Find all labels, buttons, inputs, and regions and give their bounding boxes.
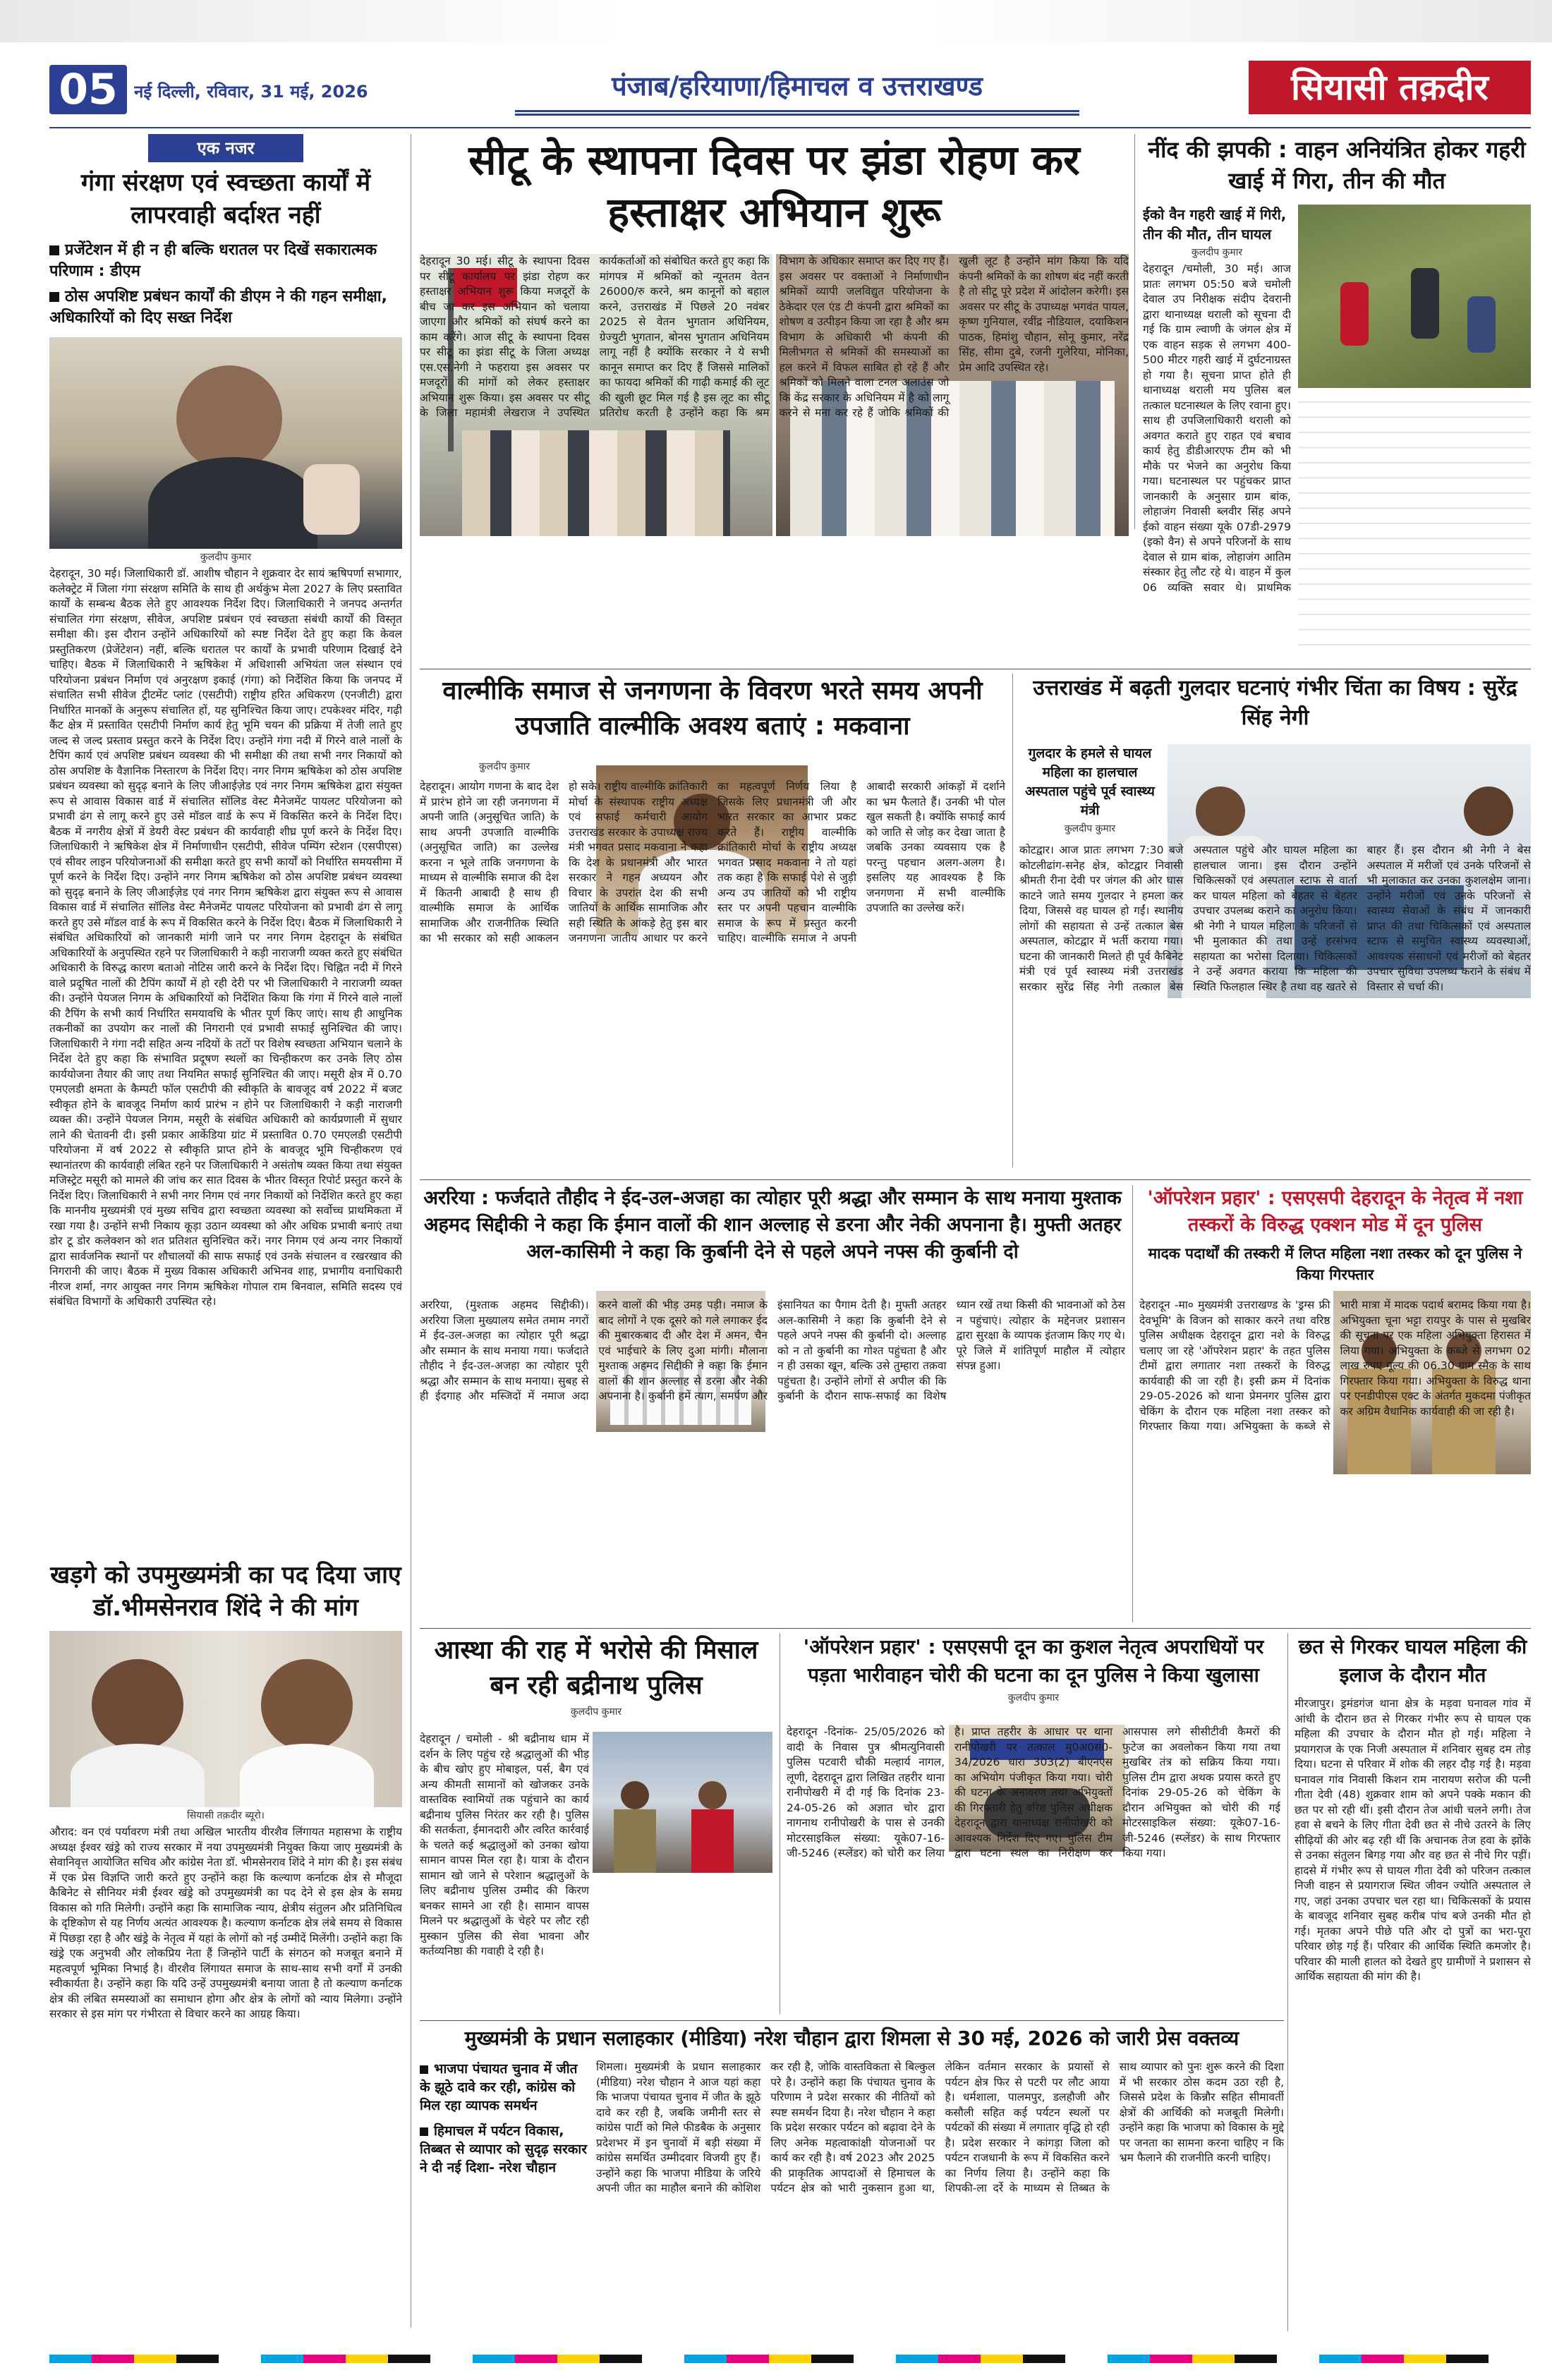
registration-strip xyxy=(0,2342,1552,2380)
section-underline xyxy=(515,110,1079,116)
ek-nazar-headline: गंगा संरक्षण एवं स्वच्छता कार्यों में लापरवाही बर्दाश्त नहीं xyxy=(80,169,371,229)
ek-nazar-label: एक नजर xyxy=(148,134,303,162)
eid-body: अररिया, (मुश्ताक अहमद सिद्दीकी)। अररिया जिला मुख्यालय समेत तमाम नगरों में ईद-उल-अजहा का त्योहार पूरी श्रद्धा और सम्मान के साथ मनाया गया। फर्जदाते तौहीद ने ईद-उल-अजहा का त्योहार पूरी श्रद्धा और सम्मान के साथ मनाया। सुबह से ही ईदगाह और मस्जिदों में नमाज अदा करने वालों की भीड़ उमड़ पड़ी। नमाज के बाद लोगों ने एक दूसरे को गले लगाकर ईद की मुबारकबाद दी और देश में अमन, चैन एवं भाईचारे के लिए दुआ मांगी। मौलाना मुश्ताक अहमद सिद्दीकी ने कहा कि ईमान वालों की शान अल्लाह से डरना और नेकी अपनाना है। कुर्बानी हमें त्याग, समर्पण और इंसानियत का पैगाम देती है। मुफ्ती अतहर अल-कासिमी ने कहा कि कुर्बानी देने से पहले अपने नफ्स की कुर्बानी दो। अल्लाह को न तो कुर्बानी का गोश्त पहुंचता है और न ही उसका खून, बल्कि उसे तुम्हारा तक़वा पहुंचता है। उन्होंने लोगों से अपील की कि कुर्बानी के दौरान साफ-सफाई का विशेष ध्यान रखें तथा किसी की भावनाओं को ठेस न पहुंचाएं। त्योहार के मद्देनजर प्रशासन द्वारा सुरक्षा के व्यापक इंतजाम किए गए थे। पूरे जिले में शांतिपूर्ण माहौल में त्योहार संपन्न हुआ। xyxy=(420,1299,1125,1402)
gulladar-article xyxy=(1019,674,1531,1167)
dm-meeting-photo xyxy=(49,337,402,549)
badrinath-police-photo xyxy=(593,1732,772,1873)
top-colour-strip xyxy=(0,0,1552,42)
valmiki-byline: कुलदीप कुमार xyxy=(478,761,531,772)
badrinath-article xyxy=(420,1633,772,2014)
kharge-byline: सियासी तक़दीर ब्यूरो। xyxy=(187,1810,265,1821)
date-line: नई दिल्ली, रविवार, 31 मई, 2026 xyxy=(134,82,368,102)
operation-chori-byline: कुलदीप कुमार xyxy=(1007,1692,1060,1704)
column-rule xyxy=(1287,1633,1288,2331)
citu-article xyxy=(420,134,1129,663)
kharge-body: औराद: वन एवं पर्यावरण मंत्री तथा अखिल भारतीय वीरशैव लिंगायत महासभा के राष्ट्रीय अध्यक्ष ईश्वर खंड्रे को राज्य सरकार में नया उपमुख्यमंत्री नियुक्त किया जाए मुख्यमंत्री के सेवानिवृत्त आयोजित सचिव और कांग्रेस नेता डॉ. भीमसेनराव शिंदे ने मांग की है। इस संबंध में एक प्रेस विज्ञप्ति जारी करते हुए उन्होंने कहा कि कल्याण कर्नाटक क्षेत्र से मौजूदा कैबिनेट से सीनियर मंत्री ईश्वर खंड्रे को उपमुख्यमंत्री का पद देने से इस क्षेत्र के समग्र विकास को गति मिलेगी। उन्होंने कहा कि सामाजिक न्याय, क्षेत्रीय संतुलन और प्रतिनिधित्व के दृष्टिकोण से यह निर्णय अत्यंत आवश्यक है। कल्याण कर्नाटक क्षेत्र लंबे समय से विकास में पिछड़ा रहा है और खंड्रे के नेतृत्व में यहां के लोगों को नई उम्मीदें मिलेंगी। उन्होंने कहा कि खंड्रे एक अनुभवी और लोकप्रिय नेता हैं जिन्होंने पार्टी के संगठन को मजबूत बनाने में महत्वपूर्ण भूमिका निभाई है। वीरशैव लिंगायत समाज के साथ-साथ सभी वर्गों में उनकी स्वीकार्यता है। उन्होंने कहा कि यदि उन्हें उपमुख्यमंत्री बनाया जाता है तो कल्याण कर्नाटक क्षेत्र की लंबित समस्याओं का समाधान होगा और क्षेत्र के लोगों को न्याय मिलेगा। उन्होंने सरकार से इस मांग पर गंभीरता से विचार करने का आग्रह किया। xyxy=(49,1826,402,2020)
valmiki-headline: वाल्मीकि समाज से जनगणना के विवरण भरते समय अपनी उपजाति वाल्मीकि अवश्य बताएं : मकवाना xyxy=(442,676,983,741)
chhat-headline: छत से गिरकर घायल महिला की इलाज के दौरान मौत xyxy=(1298,1635,1527,1687)
operation-nasha-article xyxy=(1139,1185,1531,1622)
operation-nasha-headline: 'ऑपरेशन प्रहार' : एसएसपी देहरादून के नेतृत्व में नशा तस्करों के विरुद्ध एक्शन मोड में दून पुलिस xyxy=(1147,1187,1523,1236)
masthead xyxy=(0,0,1552,141)
kharge-headline: खड़गे को उपमुख्यमंत्री का पद दिया जाए डॉ.भीमसेनराव शिंदे ने की मांग xyxy=(50,1561,401,1622)
chhat-article xyxy=(1295,1633,1531,2331)
operation-nasha-body: देहरादून -मा० मुख्यमंत्री उत्तराखण्ड के 'ड्रग्स फ्री देवभूमि' के विजन को साकार करने तथा वरिष्ठ पुलिस अधीक्षक देहरादून द्वारा नशे के विरुद्ध चलाए जा रहे 'ऑपरेशन प्रहार' के तहत पुलिस टीमों द्वारा लगातार नशा तस्करों के विरुद्ध कार्यवाही की जा रही है। इसी क्रम में दिनांक 29-05-2026 को थाना प्रेमनगर पुलिस द्वारा चेकिंग के दौरान एक महिला नशा तस्कर को गिरफ्तार किया गया। अभियुक्ता के कब्जे से भारी मात्रा में मादक पदार्थ बरामद किया गया है। अभियुक्ता चूना भट्टा रायपुर के पास से मुखबिर की सूचना पर एक महिला अभियुक्ता हिरासत में लिया गया। अभियुक्ता के कब्जे से लगभग 02 लाख रुपए मूल्य की 06.30 ग्राम स्मैक के साथ गिरफ्तार किया गया। अभियुक्ता के विरुद्ध थाना पर एनडीपीएस एक्ट के अंतर्गत मुकदमा पंजीकृत कर अग्रिम वैधानिक कार्यवाही की जा रही है। xyxy=(1139,1299,1531,1433)
masthead-rule xyxy=(49,127,1531,128)
valmiki-body: देहरादून। आयोग गणना के बाद देश में प्रारंभ होने जा रही जनगणना में अपनी जाति (अनुसूचित जाति) के साथ अपनी उपजाति वाल्मीकि (अनुसूचित जाति) का उल्लेख करना न भूले ताकि जनगणना के माध्यम से वाल्मीकि समाज की देश में कितनी आबादी है साथ ही वाल्मीकि समाज के आर्थिक सामाजिक और राजनीतिक स्थिति का भी सरकार को सही आकलन हो सके। राष्ट्रीय वाल्मीकि क्रांतिकारी मोर्चा के संस्थापक राष्ट्रीय अध्यक्ष एवं सफाई कर्मचारी आयोग उत्तराखंड सरकार के उपाध्यक्ष राज्य मंत्री भगवत प्रसाद मकवाना ने कहा कि देश के प्रधानमंत्री और भारत सरकार ने गहन अध्ययन और विचार के उपरांत देश की सभी जातियों के आर्थिक सामाजिक और सही स्थिति के आंकड़े हेतु इस बार जनगणना जातीय आधार पर करने का महत्वपूर्ण निर्णय लिया है जिसके लिए प्रधानमंत्री जी और भारत सरकार का आभार प्रकट करते हैं। राष्ट्रीय वाल्मीकि क्रांतिकारी मोर्चा के राष्ट्रीय अध्यक्ष भगवत प्रसाद मकवाना ने तो यहां तक कहा है कि सफाई पेशे से जुड़ी अन्य उप जातियों को भी राष्ट्रीय स्तर पर अपनी पहचान वाल्मीकि समाज के रूप में प्रस्तुत करनी चाहिए। वाल्मीकि समाज ने अपनी आबादी सरकारी आंकड़ों में दर्शाने का भ्रम फैलाते हैं। उनकी भी पोल खुल सकती है। क्योंकि सफाई कार्य को जाति से जोड़ कर देखा जाता है जबकि उनका व्यवसाय एक है परन्तु पहचान अलग-अलग है। इसलिए यह आवश्यक है कि जनगणना में सभी वाल्मीकि उपजाति का उल्लेख करें। xyxy=(420,780,1005,945)
accident-article xyxy=(1143,134,1531,663)
ek-nazar-byline: कुलदीप कुमार xyxy=(200,552,252,563)
cm-media-article xyxy=(420,2024,1284,2328)
cm-media-bullet: भाजपा पंचायत चुनाव में जीत के झूठे दावे कर रही, कांग्रेस को मिल रहा व्यापक समर्थन xyxy=(420,2061,578,2113)
cm-media-body: शिमला। मुख्यमंत्री के प्रधान सलाहकार (मीडिया) नरेश चौहान ने आज यहां कहा कि भाजपा पंचायत चुनाव में जीत के झूठे दावे कर रही है, जबकि जमीनी स्तर से कांग्रेस पार्टी को मिले फीडबैक के अनुसार प्रदेशभर में इन चुनावों में बड़ी संख्या में कांग्रेस समर्थित उम्मीदवार विजयी हुए हैं। उन्होंने कहा कि भाजपा मीडिया के जरिये अपनी जीत का माहौल बनाने की कोशिश कर रही है, जोकि वास्तविकता से बिल्कुल परे है। उन्होंने कहा कि पंचायत चुनाव के परिणाम ने प्रदेश सरकार की नीतियों को स्पष्ट समर्थन दिया है। नरेश चौहान ने कहा कि प्रदेश सरकार पर्यटन को बढ़ावा देने के लिए अनेक महत्वाकांक्षी योजनाओं पर कार्य कर रही है। वर्ष 2023 और 2025 की प्राकृतिक आपदाओं से हिमाचल के पर्यटन क्षेत्र को भारी नुकसान हुआ था, लेकिन वर्तमान सरकार के प्रयासों से पर्यटन क्षेत्र फिर से पटरी पर लौट आया है। धर्मशाला, पालमपुर, डलहौजी और कसौली सहित कई पर्यटन स्थलों पर पर्यटकों की संख्या में लगातार वृद्धि हो रही है। प्रदेश सरकार ने कांगड़ा जिला को पर्यटन राजधानी के रूप में विकसित करने का निर्णय लिया है। उन्होंने कहा कि शिपकी-ला दर्रे के माध्यम से तिब्बत के साथ व्यापार को पुनः शुरू करने की दिशा में भी सरकार ठोस कदम उठा रही है, जिससे प्रदेश के किन्नौर सहित सीमावर्ती क्षेत्रों की आर्थिकी को मजबूती मिलेगी। उन्होंने कहा कि भाजपा को विकास के मुद्दे पर जनता का सामना करना चाहिए न कि भ्रम फैलाने की राजनीति करनी चाहिए। xyxy=(596,2060,1284,2194)
accident-body: देहरादून /चमोली, 30 मई। आज प्रातः लगभग 05:50 बजे चमोली देवाल उप निरीक्षक संदीप देवरानी द्वारा थानाध्यक्ष थराली को सूचना दी गई कि ग्राम ल्वाणी के जंगल क्षेत्र में एक वाहन सड़क से लगभग 400-500 मीटर गहरी खाई में दुर्घटनाग्रस्त हो गया है। सूचना प्राप्त होते ही थानाध्यक्ष थराली मय पुलिस बल तत्काल घटनास्थल के लिए रवाना हुए। साथ ही उपजिलाधिकारी थराली को अवगत कराते हुए राहत एवं बचाव कार्य हेतु डीडीआरएफ टीम को भी मौके पर भेजने का अनुरोध किया गया। घटनास्थल पर पहुंचकर प्राप्त जानकारी के अनुसार ग्राम बांक, लोहाजंग निवासी ब्लवीर सिंह अपने ईको वाहन संख्या यूके 07डी-2979 (इको वैन) से अपने परिजनों के साथ देवाल से ग्राम बांक, लोहाजंग आतिम संस्कार हेतु लौट रहे थे। वाहन में कुल 06 व्यक्ति सवार थे। प्राथमिक xyxy=(1143,262,1291,593)
accident-headline: नींद की झपकी : वाहन अनियंत्रित होकर गहरी खाई में गिरा, तीन की मौत xyxy=(1148,136,1526,194)
accident-body-continued xyxy=(1298,395,1531,656)
brand-logo: सियासी तक़दीर xyxy=(1249,61,1531,114)
accident-byline: कुलदीप कुमार xyxy=(1191,247,1243,258)
column-rule xyxy=(1132,1185,1133,1622)
column-rule xyxy=(1012,674,1013,1167)
section-rule xyxy=(420,2020,1284,2021)
kharge-article xyxy=(49,1559,402,2321)
cm-media-headline: मुख्यमंत्री के प्रधान सलाहकार (मीडिया) नरेश चौहान द्वारा शिमला से 30 मई, 2026 को जारी प्रेस वक्तव्य xyxy=(464,2027,1239,2050)
operation-nasha-subhead: मादक पदार्थों की तस्करी में लिप्त महिला नशा तस्कर को दून पुलिस ने किया गिरफ्तार xyxy=(1148,1245,1522,1283)
eid-headline: अररिया : फर्जदाते तौहीद ने ईद-उल-अजहा का त्योहार पूरी श्रद्धा और सम्मान के साथ मनाया मुश्ताक अहमद सिद्दीकी ने कहा कि ईमान वालों की शान अल्लाह से डरना और नेकी अपनाना है। मुफ्ती अतहर अल-कासिमी ने कहा कि कुर्बानी देने से पहले अपने नफ्स की कुर्बानी दो xyxy=(423,1187,1122,1263)
badrinath-body: देहरादून / चमोली - श्री बद्रीनाथ धाम में दर्शन के लिए पहुंच रहे श्रद्धालुओं की भीड़ के बीच खोए हुए मोबाइल, पर्स, बैग एवं अन्य कीमती सामानों को खोजकर उनके वास्तविक स्वामियों तक पहुंचाने का कार्य बद्रीनाथ पुलिस निरंतर कर रही है। पुलिस की सतर्कता, ईमानदारी और त्वरित कार्रवाई के चलते कई श्रद्धालुओं को उनका खोया सामान वापस मिल रहा है। यात्रा के दौरान सामान खो जाने से परेशान श्रद्धालुओं के लिए बद्रीनाथ पुलिस उम्मीद की किरण बनकर सामने आ रही है। सामान वापस मिलने पर श्रद्धालुओं के चेहरे पर लौट रही मुस्कान पुलिस की सेवा भावना और कर्तव्यनिष्ठा की गवाही दे रही है। xyxy=(420,1732,589,1957)
eid-article xyxy=(420,1185,1125,1622)
citu-body: देहरादून 30 मई। सीटू के स्थापना दिवस पर सीटू कार्यालय पर झंडा रोहण कर हस्ताक्षर अभियान शुरू किया मजदूरों के बीच जा कर इस अभियान को चलाया जाएगा और श्रमिकों को संघर्ष करने का काम करेंगे। आज सीटू के स्थापना दिवस पर सीटू का झंडा सीटू के जिला अध्यक्ष एस.एस.नेगी ने फहराया इस अवसर पर मजदूरों की मांगों को लेकर हस्ताक्षर अभियान शुरू किया। इस अवसर पर सीटू के जिला महामंत्री लेखराज ने उपस्थित कार्यकर्ताओं को संबोधित करते हुए कहा कि मांगपत्र में श्रमिकों को न्यूनतम वेतन 26000/रु करने, श्रम कानूनों को बहाल करने, उत्तराखंड में पिछले 20 नवंबर 2025 से वेतन भुगतान अधिनियम, ग्रेज्युटी भुगतान, बोनस भुगतान अधिनियम लागू नहीं है क्योंकि सरकार ने ये सभी कानून समाप्त कर दिए हैं जिससे मालिकों का फायदा श्रमिकों की गाढ़ी कमाई की लूट की खुली छूट मिल गई है इस लूट का सीटू प्रतिरोध करती है उन्होंने कहा कि श्रम विभाग के अधिकार समाप्त कर दिए गए हैं। इस अवसर पर वक्ताओं ने निर्माणाधीन श्रमिकों व्यापी जलविद्युत परियोजना के ठेकेदार एल एंड टी कंपनी द्वारा श्रमिकों का शोषण व उत्पीड़न किया जा रहा है और श्रम विभाग के अधिकारी भी कंपनी की मिलीभगत से श्रमिकों की समस्याओं का हल करने में विफल साबित हो रहे हैं और श्रमिकों को मिलने वाला टनल अलाउंस जो कि केंद्र सरकार के अधिनियम में है को लागू करने से मना कर रहे हैं जोकि श्रमिकों की खुली लूट है उन्होंने मांग किया कि यदि कंपनी श्रमिकों के का शोषण बंद नहीं करती है तो सीटू पूरे प्रदेश में आंदोलन करेगी। इस अवसर पर सीटू के उपाध्यक्ष भगवंत पायल, कृष्ण गुनियाल, रवींद्र नौडियाल, दयाकिशन पाठक, हिमांशु चौहान, सोनू कुमार, नरेंद्र सिंह, सीमा दुबे, रजनी गुलेरिया, मोनिका, प्रेम आदि उपस्थित रहे। xyxy=(420,255,1129,419)
section-rule xyxy=(420,1179,1531,1180)
section-title: पंजाब/हरियाणा/हिमाचल व उत्तराखण्ड xyxy=(612,71,983,102)
ek-nazar-body: देहरादून, 30 मई। जिलाधिकारी डॉ. आशीष चौहान ने शुक्रवार देर सायं ऋषिपर्णा सभागार, कलेक्ट्रेट में जिला गंगा संरक्षण समिति के साथ ही अर्थकुंभ मेला 2027 के लिए प्रस्तावित कार्यों के सम्बन्ध बैठक लेते हुए आवश्यक निर्देश दिए। जिलाधिकारी ने जनपद अन्तर्गत संचालित गंगा संरक्षण, सीवेज, अपशिष्ट प्रबंधन एवं स्वच्छता संबंधी कार्यों की विस्तृत समीक्षा की। इस दौरान उन्होंने अधिकारियों को स्पष्ट निर्देश देते हुए कहा कि केवल प्रस्तुतिकरण (प्रेजेंटेशन) नहीं, बल्कि धरातल पर कार्यों के प्रभावी परिणाम दिखाई देने चाहिए। बैठक में जिलाधिकारी ने ऋषिकेश में अधिशासी अभियंता जल संस्थान एवं परियोजना प्रबंधन निर्माण एवं अनुरक्षण इकाई (गंगा) को निर्देशित किया कि जनपद में संचालित सभी सीवेज ट्रीटमेंट प्लांट (एसटीपी) राष्ट्रीय हरित अधिकरण (एनजीटी) द्वारा निर्धारित मानकों के अनुरूप संचालित हों, यह सुनिश्चित किया जाए। टपकेश्वर मंदिर, गढ़ी कैंट क्षेत्र में प्रस्तावित एसटीपी निर्माण कार्य हेतु भूमि चयन की प्रक्रिया में तेजी लाते हुए जल्द से जल्द प्रस्ताव प्रस्तुत करने के निर्देश दिए। उन्होंने गंगा नदी में गिरने वाले नालों के टैपिंग कार्य एवं अपशिष्ट प्रबंधन व्यवस्था की भी समीक्षा की तथा सभी नगर निकायों को ठोस अपशिष्ट के वैज्ञानिक निस्तारण के निर्देश दिए। नगर निगम ऋषिकेश को ठोस अपशिष्ट प्रबंधन व्यवस्था को सुदृढ़ बनाने के लिए जीआईज़ेड एवं नगर निगम ऋषिकेश द्वारा संयुक्त रूप से आवास विकास वार्ड में संचालित सॉलिड वेस्ट मैनेजमेंट पायलट परियोजना को प्रभावी ढंग से लागू करने हुए उसे मॉडल वार्ड के रूप में विकसित करने के निर्देश दिए। बैठक में नगरीय क्षेत्रों में डेयरी वेस्ट प्रबंधन की कार्यवाही शीघ्र पूर्ण करने के निर्देश दिए। जिलाधिकारी ने ऋषिकेश क्षेत्र में निर्माणाधीन एसटीपी, सीवेज पम्पिंग स्टेशन (एसपीएस) एवं सीवर लाइन परियोजनाओं की समीक्षा करते हुए सभी कार्यों को निर्धारित समयसीमा में पूर्ण करने के निर्देश दिए। उन्होंने नगर निगम ऋषिकेश को ठोस अपशिष्ट प्रबंधन व्यवस्था को सुदृढ़ बनाने के लिए जीआईज़ेड एवं नगर निगम ऋषिकेश द्वारा संयुक्त रूप से आवास विकास वार्ड में संचालित सॉलिड वेस्ट मैनेजमेंट पायलट परियोजना को प्रभावी ढंग से लागू करते हुए उसे मॉडल वार्ड के रूप में विकसित करने के निर्देश दिए। बैठक में जिलाधिकारी ने संबंधित अधिकारियों को जानकारी मांगी जाने पर नगर निगम देहरादून के संबंधित अधिकारियों के अनुपस्थित रहने पर जिलाधिकारी ने कड़ी नाराजगी व्यक्त करते हुए संबंधित अधिकारी के विरुद्ध कारण बताओ नोटिस जारी करने के निर्देश दिए। चिह्नित नदी में गिरने वाले प्रदूषित नालों की टैपिंग कार्यों में हो रही देरी पर भी जिलाधिकारी ने नाराजगी व्यक्त की। उन्होंने पेयजल निगम के अधिकारियों को निर्देशित किया कि गंगा में गिरने वाले नालों की टैपिंग के सभी कार्य निर्धारित समयावधि के भीतर पूर्ण किए जाएं। साथ ही आधुनिक तकनीकों का उपयोग कर नालों की निगरानी एवं प्रभावी सफाई सुनिश्चित की जाए। जिलाधिकारी ने गंगा नदी सहित अन्य नदियों के तटों पर विशेष स्वच्छता अभियान चलाने के निर्देश देते हुए कहा कि संभावित प्रदूषण स्थलों का चिन्हीकरण कर उनके लिए ठोस कार्ययोजना तैयार की जाए तथा नियमित सफाई सुनिश्चित की जाए। मसूरी क्षेत्र में 0.70 एमएलडी क्षमता के कैम्पटी फॉल एसटीपी की स्वीकृति के बावजूद वर्ष 2022 में बजट स्वीकृत होने के बावजूद निर्माण कार्य प्रारंभ न होने पर जिलाधिकारी ने कड़ी नाराजगी व्यक्त की। उन्होंने पेयजल निगम, मसूरी के संबंधित अधिकारी को कार्यप्रणाली में सुधार लाने की चेतावनी दी। इसी प्रकार आर्केडिया ग्रांट में प्रस्तावित 0.70 एमएलडी एसटीपी परियोजना में वर्ष 2022 से स्वीकृति प्राप्त होने के बावजूद भूमि चिन्हीकरण एवं स्थानांतरण की कार्यवाही लंबित रहने पर जिलाधिकारी ने असंतोष व्यक्त किया तथा संयुक्त मजिस्ट्रेट मसूरी को मामले की जांच कर सात दिवस के भीतर विस्तृत रिपोर्ट प्रस्तुत करने के निर्देश दिए। जिलाधिकारी ने सभी नगर निगम एवं नगर निकायों को निर्देशित करते हुए कहा कि माननीय मुख्यमंत्री एवं मुख्य सचिव द्वारा स्वच्छता व्यवस्था को सर्वोच्च प्राथमिकता में रखा गया है। उन्होंने सभी निकाय कूड़ा उठान व्यवस्था को और अधिक प्रभावी बनाएं तथा डोर टू डोर कलेक्शन को शत प्रतिशत सुनिश्चित करें। नगर निगम एवं अन्य नगर निकायों द्वारा सार्वजनिक स्थानों पर शौचालयों की साफ सफाई एवं उनके संचालन व रखरखाव की निगरानी की जाए। बैठक में मुख्य विकास अधिकारी अभिनव शाह, प्रभागीय वनाधिकारी नीरज शर्मा, नगर आयुक्त नगर निगम ऋषिकेश गोपाल राम बिनवाल, समिति सदस्य एवं संबंधित विभागों के अधिकारी उपस्थित रहे। xyxy=(49,567,402,1308)
operation-chori-headline: 'ऑपरेशन प्रहार' : एसएसपी दून का कुशल नेतृत्व अपराधियों पर पड़ता भारीवाहन चोरी की घटना का दून पुलिस ने किया खुलासा xyxy=(803,1635,1264,1687)
column-rule xyxy=(1134,134,1135,529)
kharge-photo xyxy=(49,1631,402,1807)
ek-nazar-article xyxy=(49,134,402,1552)
ek-nazar-bullet: प्रजेंटेशन में ही न ही बल्कि धरातल पर दिखें सकारात्मक परिणाम : डीएम xyxy=(49,241,377,280)
badrinath-headline: आस्था की राह में भरोसे की मिसाल बन रही बद्रीनाथ पुलिस xyxy=(434,1636,758,1700)
gulladar-byline: कुलदीप कुमार xyxy=(1064,823,1116,834)
gulladar-headline: उत्तराखंड में बढ़ती गुलदार घटनाएं गंभीर चिंता का विषय : सुरेंद्र सिंह नेगी xyxy=(1033,676,1517,730)
section-rule xyxy=(420,1628,1531,1629)
citu-headline: सीटू के स्थापना दिवस पर झंडा रोहण कर हस्ताक्षर अभियान शुरू xyxy=(468,136,1080,236)
accident-photo xyxy=(1298,205,1531,388)
ek-nazar-bullet: ठोस अपशिष्ट प्रबंधन कार्यों की डीएम ने की गहन समीक्षा, अधिकारियों को दिए सख्त निर्देश xyxy=(49,288,387,327)
cm-media-bullet: हिमाचल में पर्यटन विकास, तिब्बत से व्यापार को सुदृढ़ सरकार ने दी नई दिशा- नरेश चौहान xyxy=(420,2123,588,2175)
gulladar-body: कोटद्वार। आज प्रातः लगभग 7:30 बजे कोटलीढांग-सनेह क्षेत्र, कोटद्वार निवासी श्रीमती रीना देवी पर जंगल की ओर घास काटने जाते समय गुलदार ने हमला कर दिया, जिससे वह घायल हो गईं। स्थानीय लोगों की सहायता से उन्हें तत्काल बेस अस्पताल, कोटद्वार में भर्ती कराया गया। घटना की जानकारी मिलते ही पूर्व कैबिनेट मंत्री एवं पूर्व स्वास्थ्य मंत्री उत्तराखंड सरकार सुरेंद्र सिंह नेगी तत्काल बेस अस्पताल पहुंचे और घायल महिला का हालचाल जाना। इस दौरान उन्होंने चिकित्सकों एवं अस्पताल स्टाफ से वार्ता कर घायल महिला को बेहतर से बेहतर उपचार उपलब्ध कराने का अनुरोध किया। श्री नेगी ने घायल महिला के परिजनों से भी मुलाकात की तथा उन्हें हरसंभव सहायता का भरोसा दिलाया। चिकित्सकों ने उन्हें अवगत कराया कि महिला की स्थिति फिलहाल स्थिर है तथा वह खतरे से बाहर हैं। इस दौरान श्री नेगी ने बेस अस्पताल में मरीजों एवं उनके परिजनों से भी मुलाकात कर उनका कुशलक्षेम जाना। उन्होंने मरीजों एवं उनके परिजनों से स्वास्थ्य सेवाओं के संबंध में जानकारी प्राप्त की तथा चिकित्सकों एवं अस्पताल स्टाफ से समुचित स्वास्थ्य व्यवस्थाओं, आवश्यक संसाधनों एवं मरीजों को बेहतर उपचार सुविधा उपलब्ध कराने के संबंध में विस्तार से चर्चा की। xyxy=(1019,844,1531,993)
page-number: 05 xyxy=(49,65,127,114)
operation-chori-body: देहरादून -दिनांक- 25/05/2026 को वादी के निवास पुत्र श्रीमत्युनिवासी पुलिस पटवारी चौकी मल्हार्य नागल, लूणी, देहरादून द्वारा लिखित तहरीर थाना रानीपोखरी में दी गई कि दिनांक 23-24-05-26 को अज्ञात चोर द्वारा नागनाथ रानीपोखरी के पास से उनकी मोटरसाइकिल संख्या: यूके07-16-जी-5246 (स्प्लेंडर) को चोरी कर लिया है। प्राप्त तहरीर के आधार पर थाना रानीपोखरी पर तत्काल मु0अ0सं0- 34/2026 धारा 303(2) बीएनएस का अभियोग पंजीकृत किया गया। चोरी की घटना के अनावरण तथा अभियुक्तों की गिरफ्तारी हेतु वरिष्ठ पुलिस अधीक्षक देहरादून द्वारा थानाध्यक्ष रानीपोखरी को आवश्यक निर्देश दिए गए। पुलिस टीम द्वारा घटना स्थल का निरीक्षण कर आसपास लगे सीसीटीवी कैमरों की फुटेज का अवलोकन किया गया तथा मुखबिर तंत्र को सक्रिय किया गया। पुलिस टीम द्वारा अथक प्रयास करते हुए दिनांक 29-05-26 को चेकिंग के दौरान अभियुक्त को चोरी की गई मोटरसाइकिल संख्या: यूके07-16-जी-5246 (स्प्लेंडर) के साथ गिरफ्तार किया गया। xyxy=(787,1725,1280,1859)
gulladar-subhead: गुलदार के हमले से घायल महिला का हालचाल अस्पताल पहुंचे पूर्व स्वास्थ्य मंत्री xyxy=(1025,746,1155,818)
operation-chori-article xyxy=(787,1633,1280,2014)
accident-subhead: ईको वैन गहरी खाई में गिरी, तीन की मौत, तीन घायल xyxy=(1143,206,1287,243)
chhat-body: मीरजापुर। ड्रमंडगंज थाना क्षेत्र के मड़वा घनावल गांव में आंधी के दौरान छत से गिरकर गंभीर रूप से घायल एक महिला की उपचार के दौरान मौत हो गई। महिला ने प्रयागराज के एक निजी अस्पताल में शनिवार सुबह दम तोड़ दिया। घटना से परिवार में शोक की लहर दौड़ गई है। मड़वा घनावल गांव निवासी किशन राम नारायण सरोज की पत्नी गीता देवी (48) शुक्रवार शाम को अपने पक्के मकान की छत पर सो रही थीं। इसी दौरान तेज आंधी चलने लगी। तेज हवा से बचने के लिए गीता देवी छत से नीचे उतरने के लिए सीढ़ियों की ओर बढ़ रही थीं कि अचानक तेज हवा के झोंके से उनका संतुलन बिगड़ गया और वह छत से नीचे गिर पड़ीं। हादसे में गंभीर रूप से घायल गीता देवी को परिजन तत्काल निजी वाहन से प्रयागराज स्थित जीवन ज्योति अस्पताल ले गए, जहां उनका उपचार चल रहा था। चिकित्सकों के प्रयास के बावजूद शनिवार सुबह करीब पांच बजे उनकी मौत हो गई। मृतका अपने पीछे पति और दो पुत्रों का भरा-पूरा परिवार छोड़ गई हैं। परिवार की आर्थिक स्थिति कमजोर है। परिवार की माली हालत को देखते हुए ग्रामीणों ने प्रशासन से आर्थिक सहायता की मांग की है। xyxy=(1295,1697,1531,1983)
badrinath-byline: कुलदीप कुमार xyxy=(570,1706,622,1718)
valmiki-article xyxy=(420,674,1005,1174)
